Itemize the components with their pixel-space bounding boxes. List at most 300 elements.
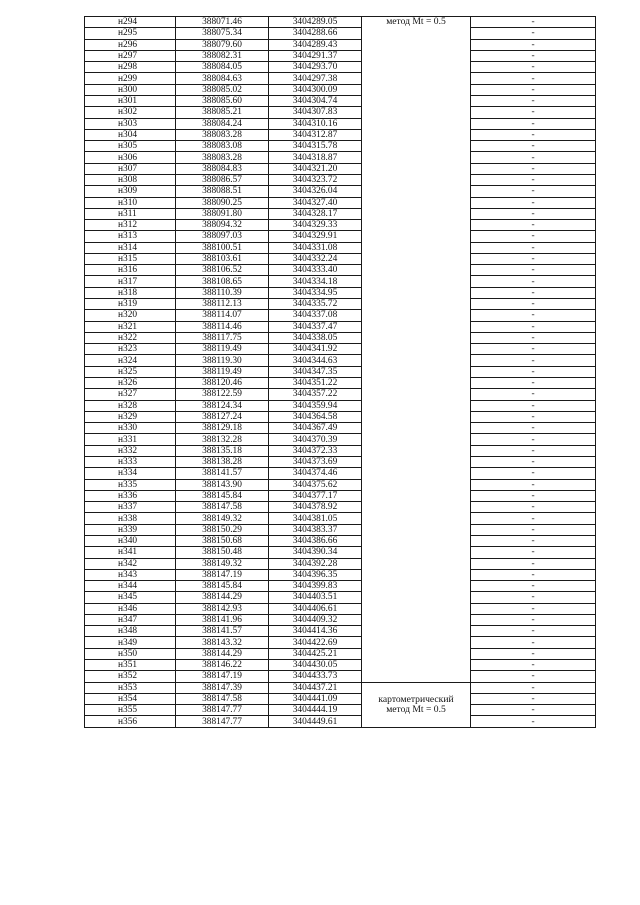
point-id-cell: н344: [85, 581, 176, 592]
note-cell: -: [471, 299, 596, 310]
y-coordinate-cell: 3404331.08: [269, 242, 362, 253]
x-coordinate-cell: 388100.51: [176, 242, 269, 253]
table-row: [85, 197, 596, 208]
x-coordinate-cell: 388084.63: [176, 73, 269, 84]
table-row: [85, 163, 596, 174]
note-cell: -: [471, 558, 596, 569]
x-coordinate-cell: 388124.34: [176, 400, 269, 411]
note-cell: -: [471, 490, 596, 501]
note-cell: -: [471, 62, 596, 73]
point-id-cell: н340: [85, 535, 176, 546]
x-coordinate-cell: 388141.57: [176, 626, 269, 637]
table-row: [85, 456, 596, 467]
table-row: [85, 547, 596, 558]
note-cell: -: [471, 614, 596, 625]
method-label-line2: метод Mt = 0.5: [386, 703, 446, 715]
point-id-cell: н315: [85, 253, 176, 264]
x-coordinate-cell: 388082.31: [176, 50, 269, 61]
note-cell: -: [471, 411, 596, 422]
y-coordinate-cell: 3404444.19: [269, 705, 362, 716]
x-coordinate-cell: 388112.13: [176, 299, 269, 310]
note-cell: -: [471, 186, 596, 197]
table-row: [85, 208, 596, 219]
x-coordinate-cell: 388147.77: [176, 705, 269, 716]
note-cell: -: [471, 265, 596, 276]
y-coordinate-cell: 3404386.66: [269, 535, 362, 546]
table-row: [85, 626, 596, 637]
table-row: [85, 705, 596, 716]
point-id-cell: н329: [85, 411, 176, 422]
y-coordinate-cell: 3404383.37: [269, 524, 362, 535]
y-coordinate-cell: 3404390.34: [269, 547, 362, 558]
method-cell: [362, 682, 471, 727]
table-row: [85, 95, 596, 106]
note-cell: -: [471, 174, 596, 185]
note-cell: -: [471, 569, 596, 580]
y-coordinate-cell: 3404333.40: [269, 265, 362, 276]
point-id-cell: н348: [85, 626, 176, 637]
note-cell: -: [471, 637, 596, 648]
table-row: [85, 231, 596, 242]
note-cell: -: [471, 50, 596, 61]
y-coordinate-cell: 3404381.05: [269, 513, 362, 524]
table-row: [85, 592, 596, 603]
x-coordinate-cell: 388150.29: [176, 524, 269, 535]
y-coordinate-cell: 3404351.22: [269, 378, 362, 389]
note-cell: -: [471, 95, 596, 106]
note-cell: -: [471, 231, 596, 242]
x-coordinate-cell: 388120.46: [176, 378, 269, 389]
note-cell: -: [471, 321, 596, 332]
y-coordinate-cell: 3404406.61: [269, 603, 362, 614]
x-coordinate-cell: 388147.58: [176, 502, 269, 513]
x-coordinate-cell: 388145.84: [176, 490, 269, 501]
table-row: [85, 490, 596, 501]
point-id-cell: н303: [85, 118, 176, 129]
note-cell: -: [471, 479, 596, 490]
table-row: [85, 355, 596, 366]
x-coordinate-cell: 388141.57: [176, 468, 269, 479]
note-cell: -: [471, 129, 596, 140]
y-coordinate-cell: 3404399.83: [269, 581, 362, 592]
note-cell: -: [471, 39, 596, 50]
table-row: [85, 242, 596, 253]
note-cell: -: [471, 378, 596, 389]
y-coordinate-cell: 3404289.05: [269, 17, 362, 28]
table-row: [85, 310, 596, 321]
y-coordinate-cell: 3404334.18: [269, 276, 362, 287]
note-cell: -: [471, 445, 596, 456]
y-coordinate-cell: 3404291.37: [269, 50, 362, 61]
point-id-cell: н333: [85, 456, 176, 467]
point-id-cell: н307: [85, 163, 176, 174]
point-id-cell: н295: [85, 28, 176, 39]
method-label-line1: картометрический: [378, 693, 454, 705]
point-id-cell: н318: [85, 287, 176, 298]
table-row: [85, 434, 596, 445]
point-id-cell: н294: [85, 17, 176, 28]
y-coordinate-cell: 3404337.08: [269, 310, 362, 321]
x-coordinate-cell: 388083.28: [176, 152, 269, 163]
note-cell: -: [471, 648, 596, 659]
y-coordinate-cell: 3404293.70: [269, 62, 362, 73]
table-row: [85, 287, 596, 298]
point-id-cell: н300: [85, 84, 176, 95]
table-row: [85, 581, 596, 592]
y-coordinate-cell: 3404414.36: [269, 626, 362, 637]
y-coordinate-cell: 3404409.32: [269, 614, 362, 625]
point-id-cell: н297: [85, 50, 176, 61]
table-row: [85, 332, 596, 343]
note-cell: -: [471, 366, 596, 377]
x-coordinate-cell: 388075.34: [176, 28, 269, 39]
table-row: [85, 637, 596, 648]
y-coordinate-cell: 3404326.04: [269, 186, 362, 197]
y-coordinate-cell: 3404403.51: [269, 592, 362, 603]
point-id-cell: н324: [85, 355, 176, 366]
table-row: [85, 569, 596, 580]
x-coordinate-cell: 388085.21: [176, 107, 269, 118]
y-coordinate-cell: 3404323.72: [269, 174, 362, 185]
point-id-cell: н302: [85, 107, 176, 118]
point-id-cell: н355: [85, 705, 176, 716]
coordinates-table-body: [85, 17, 596, 728]
note-cell: -: [471, 434, 596, 445]
table-row: [85, 603, 596, 614]
note-cell: -: [471, 152, 596, 163]
method-label: метод Mt = 0.5: [386, 16, 446, 27]
note-cell: -: [471, 592, 596, 603]
x-coordinate-cell: 388147.19: [176, 671, 269, 682]
table-row: [85, 265, 596, 276]
y-coordinate-cell: 3404378.92: [269, 502, 362, 513]
point-id-cell: н320: [85, 310, 176, 321]
note-cell: -: [471, 682, 596, 693]
x-coordinate-cell: 388110.39: [176, 287, 269, 298]
x-coordinate-cell: 388141.96: [176, 614, 269, 625]
point-id-cell: н335: [85, 479, 176, 490]
table-row: [85, 502, 596, 513]
x-coordinate-cell: 388147.39: [176, 682, 269, 693]
table-row: [85, 671, 596, 682]
note-cell: -: [471, 344, 596, 355]
y-coordinate-cell: 3404307.83: [269, 107, 362, 118]
table-row: [85, 468, 596, 479]
y-coordinate-cell: 3404449.61: [269, 716, 362, 727]
table-row: [85, 389, 596, 400]
note-cell: -: [471, 535, 596, 546]
point-id-cell: н314: [85, 242, 176, 253]
x-coordinate-cell: 388117.75: [176, 332, 269, 343]
note-cell: -: [471, 141, 596, 152]
table-row: [85, 614, 596, 625]
note-cell: -: [471, 513, 596, 524]
point-id-cell: н311: [85, 208, 176, 219]
x-coordinate-cell: 388144.29: [176, 592, 269, 603]
point-id-cell: н316: [85, 265, 176, 276]
point-id-cell: н351: [85, 660, 176, 671]
note-cell: -: [471, 28, 596, 39]
table-row: [85, 378, 596, 389]
note-cell: -: [471, 118, 596, 129]
point-id-cell: н342: [85, 558, 176, 569]
table-row: [85, 445, 596, 456]
point-id-cell: н331: [85, 434, 176, 445]
point-id-cell: н309: [85, 186, 176, 197]
y-coordinate-cell: 3404375.62: [269, 479, 362, 490]
point-id-cell: н337: [85, 502, 176, 513]
note-cell: -: [471, 220, 596, 231]
note-cell: -: [471, 197, 596, 208]
x-coordinate-cell: 388143.32: [176, 637, 269, 648]
x-coordinate-cell: 388085.02: [176, 84, 269, 95]
y-coordinate-cell: 3404329.33: [269, 220, 362, 231]
x-coordinate-cell: 388147.77: [176, 716, 269, 727]
note-cell: -: [471, 107, 596, 118]
x-coordinate-cell: 388071.46: [176, 17, 269, 28]
point-id-cell: н349: [85, 637, 176, 648]
point-id-cell: н301: [85, 95, 176, 106]
x-coordinate-cell: 388083.28: [176, 129, 269, 140]
y-coordinate-cell: 3404372.33: [269, 445, 362, 456]
point-id-cell: н299: [85, 73, 176, 84]
note-cell: -: [471, 671, 596, 682]
y-coordinate-cell: 3404425.21: [269, 648, 362, 659]
x-coordinate-cell: 388094.32: [176, 220, 269, 231]
table-row: [85, 73, 596, 84]
x-coordinate-cell: 388147.58: [176, 693, 269, 704]
table-row: [85, 648, 596, 659]
x-coordinate-cell: 388147.19: [176, 569, 269, 580]
y-coordinate-cell: 3404430.05: [269, 660, 362, 671]
y-coordinate-cell: 3404377.17: [269, 490, 362, 501]
y-coordinate-cell: 3404396.35: [269, 569, 362, 580]
note-cell: -: [471, 468, 596, 479]
table-row: [85, 716, 596, 727]
x-coordinate-cell: 388114.07: [176, 310, 269, 321]
y-coordinate-cell: 3404374.46: [269, 468, 362, 479]
y-coordinate-cell: 3404422.69: [269, 637, 362, 648]
y-coordinate-cell: 3404315.78: [269, 141, 362, 152]
x-coordinate-cell: 388108.65: [176, 276, 269, 287]
x-coordinate-cell: 388090.25: [176, 197, 269, 208]
x-coordinate-cell: 388114.46: [176, 321, 269, 332]
note-cell: -: [471, 208, 596, 219]
y-coordinate-cell: 3404335.72: [269, 299, 362, 310]
note-cell: -: [471, 626, 596, 637]
table-row: [85, 186, 596, 197]
table-row: [85, 693, 596, 704]
note-cell: -: [471, 389, 596, 400]
table-row: [85, 141, 596, 152]
point-id-cell: н325: [85, 366, 176, 377]
table-row: [85, 107, 596, 118]
point-id-cell: н308: [85, 174, 176, 185]
point-id-cell: н352: [85, 671, 176, 682]
note-cell: -: [471, 693, 596, 704]
x-coordinate-cell: 388135.18: [176, 445, 269, 456]
point-id-cell: н321: [85, 321, 176, 332]
x-coordinate-cell: 388119.49: [176, 344, 269, 355]
point-id-cell: н338: [85, 513, 176, 524]
x-coordinate-cell: 388106.52: [176, 265, 269, 276]
x-coordinate-cell: 388143.90: [176, 479, 269, 490]
note-cell: -: [471, 276, 596, 287]
x-coordinate-cell: 388088.51: [176, 186, 269, 197]
point-id-cell: н345: [85, 592, 176, 603]
y-coordinate-cell: 3404300.09: [269, 84, 362, 95]
note-cell: -: [471, 524, 596, 535]
x-coordinate-cell: 388084.83: [176, 163, 269, 174]
y-coordinate-cell: 3404327.40: [269, 197, 362, 208]
point-id-cell: н317: [85, 276, 176, 287]
y-coordinate-cell: 3404312.87: [269, 129, 362, 140]
table-row: [85, 344, 596, 355]
y-coordinate-cell: 3404392.28: [269, 558, 362, 569]
table-row: [85, 682, 596, 693]
x-coordinate-cell: 388079.60: [176, 39, 269, 50]
table-row: [85, 152, 596, 163]
y-coordinate-cell: 3404373.69: [269, 456, 362, 467]
y-coordinate-cell: 3404338.05: [269, 332, 362, 343]
table-row: [85, 321, 596, 332]
x-coordinate-cell: 388097.03: [176, 231, 269, 242]
table-row: [85, 28, 596, 39]
y-coordinate-cell: 3404359.94: [269, 400, 362, 411]
table-row: [85, 299, 596, 310]
y-coordinate-cell: 3404367.49: [269, 423, 362, 434]
point-id-cell: н334: [85, 468, 176, 479]
x-coordinate-cell: 388146.22: [176, 660, 269, 671]
table-row: [85, 558, 596, 569]
table-row: [85, 84, 596, 95]
table-row: [85, 129, 596, 140]
table-row: [85, 366, 596, 377]
x-coordinate-cell: 388085.60: [176, 95, 269, 106]
point-id-cell: н343: [85, 569, 176, 580]
point-id-cell: н305: [85, 141, 176, 152]
table-row: [85, 400, 596, 411]
note-cell: -: [471, 581, 596, 592]
y-coordinate-cell: 3404433.73: [269, 671, 362, 682]
y-coordinate-cell: 3404370.39: [269, 434, 362, 445]
point-id-cell: н323: [85, 344, 176, 355]
y-coordinate-cell: 3404321.20: [269, 163, 362, 174]
table-row: [85, 39, 596, 50]
point-id-cell: н336: [85, 490, 176, 501]
x-coordinate-cell: 388119.49: [176, 366, 269, 377]
x-coordinate-cell: 388144.29: [176, 648, 269, 659]
x-coordinate-cell: 388149.32: [176, 513, 269, 524]
note-cell: -: [471, 17, 596, 28]
note-cell: -: [471, 163, 596, 174]
table-row: [85, 118, 596, 129]
point-id-cell: н304: [85, 129, 176, 140]
note-cell: -: [471, 84, 596, 95]
table-row: [85, 50, 596, 61]
point-id-cell: н322: [85, 332, 176, 343]
note-cell: -: [471, 332, 596, 343]
point-id-cell: н327: [85, 389, 176, 400]
point-id-cell: н298: [85, 62, 176, 73]
y-coordinate-cell: 3404441.09: [269, 693, 362, 704]
x-coordinate-cell: 388103.61: [176, 253, 269, 264]
point-id-cell: н347: [85, 614, 176, 625]
x-coordinate-cell: 388138.28: [176, 456, 269, 467]
note-cell: -: [471, 242, 596, 253]
y-coordinate-cell: 3404289.43: [269, 39, 362, 50]
point-id-cell: н319: [85, 299, 176, 310]
y-coordinate-cell: 3404318.87: [269, 152, 362, 163]
table-row: [85, 174, 596, 185]
table-row: [85, 479, 596, 490]
note-cell: -: [471, 253, 596, 264]
y-coordinate-cell: 3404341.92: [269, 344, 362, 355]
point-id-cell: н328: [85, 400, 176, 411]
note-cell: -: [471, 502, 596, 513]
y-coordinate-cell: 3404332.24: [269, 253, 362, 264]
point-id-cell: н306: [85, 152, 176, 163]
x-coordinate-cell: 388083.08: [176, 141, 269, 152]
point-id-cell: н326: [85, 378, 176, 389]
note-cell: -: [471, 310, 596, 321]
coordinates-table: [84, 16, 596, 728]
point-id-cell: н339: [85, 524, 176, 535]
x-coordinate-cell: 388150.48: [176, 547, 269, 558]
x-coordinate-cell: 388084.05: [176, 62, 269, 73]
x-coordinate-cell: 388149.32: [176, 558, 269, 569]
y-coordinate-cell: 3404437.21: [269, 682, 362, 693]
y-coordinate-cell: 3404297.38: [269, 73, 362, 84]
x-coordinate-cell: 388122.59: [176, 389, 269, 400]
table-row: [85, 276, 596, 287]
x-coordinate-cell: 388145.84: [176, 581, 269, 592]
y-coordinate-cell: 3404288.66: [269, 28, 362, 39]
y-coordinate-cell: 3404304.74: [269, 95, 362, 106]
table-row: [85, 62, 596, 73]
y-coordinate-cell: 3404310.16: [269, 118, 362, 129]
point-id-cell: н312: [85, 220, 176, 231]
y-coordinate-cell: 3404347.35: [269, 366, 362, 377]
table-row: [85, 513, 596, 524]
point-id-cell: н346: [85, 603, 176, 614]
method-cell: [362, 17, 471, 683]
note-cell: -: [471, 73, 596, 84]
x-coordinate-cell: 388127.24: [176, 411, 269, 422]
x-coordinate-cell: 388086.57: [176, 174, 269, 185]
x-coordinate-cell: 388150.68: [176, 535, 269, 546]
table-row: [85, 535, 596, 546]
point-id-cell: н350: [85, 648, 176, 659]
x-coordinate-cell: 388129.18: [176, 423, 269, 434]
y-coordinate-cell: 3404334.95: [269, 287, 362, 298]
table-row: [85, 524, 596, 535]
y-coordinate-cell: 3404364.58: [269, 411, 362, 422]
x-coordinate-cell: 388084.24: [176, 118, 269, 129]
table-row: [85, 411, 596, 422]
y-coordinate-cell: 3404337.47: [269, 321, 362, 332]
x-coordinate-cell: 388142.93: [176, 603, 269, 614]
note-cell: -: [471, 705, 596, 716]
note-cell: -: [471, 547, 596, 558]
note-cell: -: [471, 660, 596, 671]
point-id-cell: н353: [85, 682, 176, 693]
table-row: [85, 660, 596, 671]
note-cell: -: [471, 603, 596, 614]
note-cell: -: [471, 400, 596, 411]
table-row: [85, 17, 596, 28]
point-id-cell: н296: [85, 39, 176, 50]
